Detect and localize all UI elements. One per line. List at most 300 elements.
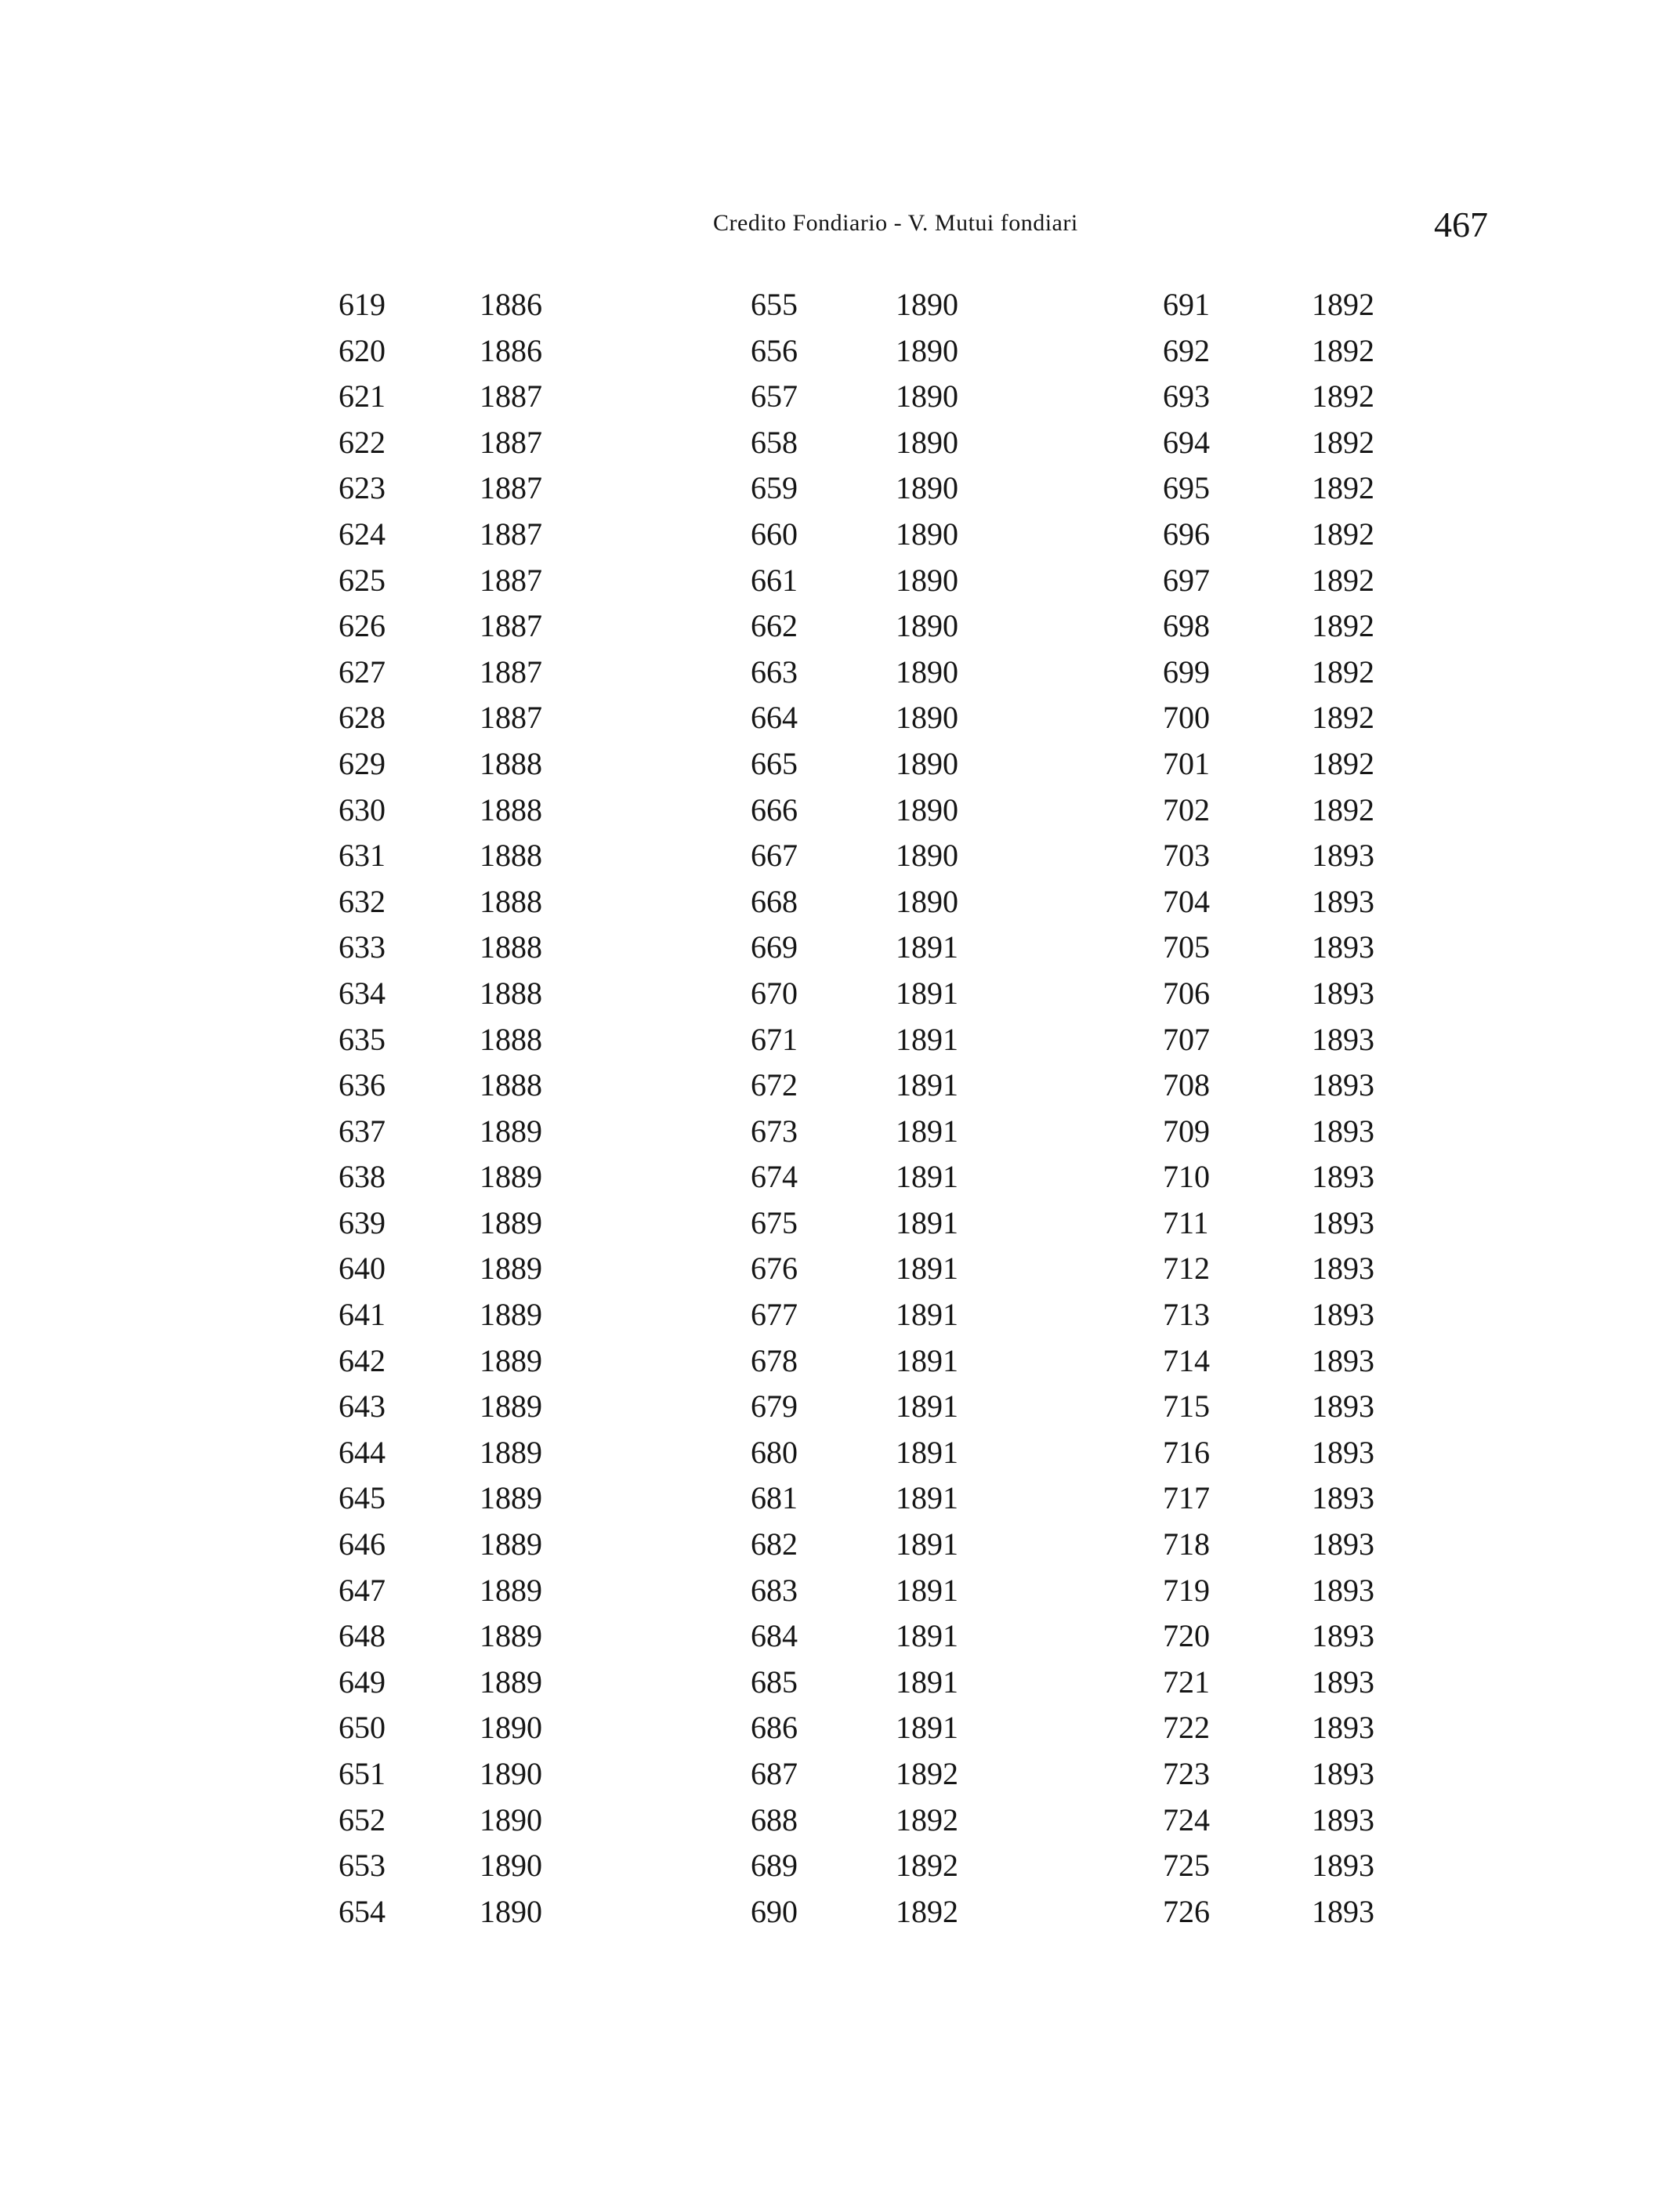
loan-year: 1890 bbox=[896, 516, 958, 552]
loan-number: 661 bbox=[751, 562, 798, 598]
table-row bbox=[1163, 1430, 1406, 1476]
loan-number: 666 bbox=[751, 791, 798, 827]
loan-number: 726 bbox=[1163, 1893, 1210, 1929]
table-row bbox=[339, 465, 574, 512]
loan-number: 703 bbox=[1163, 838, 1210, 874]
table-row bbox=[1163, 420, 1406, 466]
table-row bbox=[339, 1063, 574, 1109]
loan-number: 664 bbox=[751, 700, 798, 736]
loan-number: 622 bbox=[339, 424, 386, 460]
loan-year: 1892 bbox=[1312, 791, 1374, 827]
loan-year: 1889 bbox=[480, 1572, 542, 1608]
loan-number: 619 bbox=[339, 287, 386, 322]
loan-year: 1892 bbox=[1312, 470, 1374, 506]
loan-year: 1890 bbox=[896, 883, 958, 919]
table-row bbox=[751, 420, 990, 466]
loan-year: 1892 bbox=[1312, 608, 1374, 644]
loan-year: 1890 bbox=[480, 1893, 542, 1929]
table-row bbox=[339, 1154, 574, 1200]
table-row bbox=[751, 1475, 990, 1522]
loan-number: 711 bbox=[1163, 1204, 1209, 1240]
loan-year: 1893 bbox=[1312, 1251, 1374, 1287]
loan-year: 1888 bbox=[480, 745, 542, 781]
loan-year: 1892 bbox=[1312, 700, 1374, 736]
loan-year: 1887 bbox=[480, 424, 542, 460]
table-row bbox=[751, 741, 990, 787]
loan-number: 722 bbox=[1163, 1710, 1210, 1746]
loan-year: 1889 bbox=[480, 1434, 542, 1470]
loan-number: 625 bbox=[339, 562, 386, 598]
loan-number: 707 bbox=[1163, 1021, 1210, 1057]
table-row bbox=[1163, 328, 1406, 375]
loan-year: 1890 bbox=[480, 1848, 542, 1884]
loan-year: 1891 bbox=[896, 1618, 958, 1654]
loan-year: 1889 bbox=[480, 1664, 542, 1700]
loan-number: 653 bbox=[339, 1848, 386, 1884]
loan-number: 700 bbox=[1163, 700, 1210, 736]
loan-number: 631 bbox=[339, 838, 386, 874]
table-row bbox=[751, 787, 990, 834]
loan-number: 716 bbox=[1163, 1434, 1210, 1470]
loan-number: 623 bbox=[339, 470, 386, 506]
loan-year: 1889 bbox=[480, 1480, 542, 1516]
loan-year: 1892 bbox=[896, 1801, 958, 1837]
loan-number: 677 bbox=[751, 1297, 798, 1333]
table-row bbox=[751, 1017, 990, 1063]
table-row bbox=[1163, 558, 1406, 604]
loan-year: 1893 bbox=[1312, 1664, 1374, 1700]
loan-number: 698 bbox=[1163, 608, 1210, 644]
loan-year: 1890 bbox=[896, 838, 958, 874]
table-row bbox=[339, 879, 574, 925]
loan-number: 657 bbox=[751, 378, 798, 415]
table-row bbox=[751, 1109, 990, 1155]
loan-number: 630 bbox=[339, 791, 386, 827]
loan-year: 1893 bbox=[1312, 1893, 1374, 1929]
loan-number: 665 bbox=[751, 745, 798, 781]
table-row bbox=[339, 787, 574, 834]
loan-year: 1893 bbox=[1312, 1067, 1374, 1103]
table-row bbox=[751, 971, 990, 1017]
loan-year: 1891 bbox=[896, 1113, 958, 1149]
loan-number: 712 bbox=[1163, 1251, 1210, 1287]
table-row bbox=[751, 833, 990, 879]
loan-year: 1889 bbox=[480, 1526, 542, 1562]
table-row bbox=[339, 1705, 574, 1751]
loan-year: 1891 bbox=[896, 1067, 958, 1103]
loan-number: 640 bbox=[339, 1251, 386, 1287]
loan-year: 1893 bbox=[1312, 1480, 1374, 1516]
loan-number: 658 bbox=[751, 424, 798, 460]
table-row bbox=[339, 925, 574, 971]
loan-year: 1891 bbox=[896, 1388, 958, 1425]
table-row bbox=[339, 1613, 574, 1660]
loan-number: 710 bbox=[1163, 1159, 1210, 1195]
table-row bbox=[1163, 1017, 1406, 1063]
table-row bbox=[751, 1338, 990, 1385]
loan-number: 685 bbox=[751, 1664, 798, 1700]
loan-number: 705 bbox=[1163, 929, 1210, 965]
loan-number: 646 bbox=[339, 1526, 386, 1562]
loan-number: 628 bbox=[339, 700, 386, 736]
loan-year: 1893 bbox=[1312, 1297, 1374, 1333]
loan-number: 696 bbox=[1163, 516, 1210, 552]
loan-number: 687 bbox=[751, 1756, 798, 1791]
table-row bbox=[751, 1568, 990, 1614]
page-number: 467 bbox=[1434, 205, 1488, 244]
loan-number: 690 bbox=[751, 1893, 798, 1929]
table-row bbox=[339, 1338, 574, 1385]
loan-year: 1893 bbox=[1312, 1618, 1374, 1654]
table-row bbox=[1163, 1522, 1406, 1568]
loan-number: 683 bbox=[751, 1572, 798, 1608]
table-row bbox=[1163, 741, 1406, 787]
loan-year: 1888 bbox=[480, 1021, 542, 1057]
loan-number: 636 bbox=[339, 1067, 386, 1103]
loan-number: 659 bbox=[751, 470, 798, 506]
loan-number: 629 bbox=[339, 745, 386, 781]
table-row bbox=[751, 1154, 990, 1200]
loan-year: 1893 bbox=[1312, 1848, 1374, 1884]
loan-number: 692 bbox=[1163, 332, 1210, 368]
loan-year: 1893 bbox=[1312, 1204, 1374, 1240]
loan-number: 717 bbox=[1163, 1480, 1210, 1516]
table-row bbox=[339, 328, 574, 375]
loan-number: 643 bbox=[339, 1388, 386, 1425]
loan-number: 626 bbox=[339, 608, 386, 644]
loan-number: 656 bbox=[751, 332, 798, 368]
table-row bbox=[751, 1889, 990, 1935]
loan-number: 670 bbox=[751, 975, 798, 1011]
loan-number: 647 bbox=[339, 1572, 386, 1608]
loan-number: 721 bbox=[1163, 1664, 1210, 1700]
loan-number: 688 bbox=[751, 1801, 798, 1837]
loan-number: 672 bbox=[751, 1067, 798, 1103]
loan-year: 1890 bbox=[896, 562, 958, 598]
loan-number: 725 bbox=[1163, 1848, 1210, 1884]
loan-year: 1891 bbox=[896, 975, 958, 1011]
table-row bbox=[1163, 1751, 1406, 1798]
loan-year: 1891 bbox=[896, 1159, 958, 1195]
loan-year: 1890 bbox=[896, 791, 958, 827]
loan-number: 714 bbox=[1163, 1342, 1210, 1378]
loan-number: 651 bbox=[339, 1756, 386, 1791]
table-row bbox=[1163, 1613, 1406, 1660]
loan-number: 632 bbox=[339, 883, 386, 919]
loan-number: 686 bbox=[751, 1710, 798, 1746]
loan-year: 1891 bbox=[896, 1480, 958, 1516]
loan-year: 1886 bbox=[480, 287, 542, 322]
table-row bbox=[1163, 650, 1406, 696]
loan-year: 1891 bbox=[896, 1664, 958, 1700]
table-row bbox=[751, 1798, 990, 1844]
loan-number: 694 bbox=[1163, 424, 1210, 460]
loan-number: 620 bbox=[339, 332, 386, 368]
table-row bbox=[751, 282, 990, 328]
loan-number: 621 bbox=[339, 378, 386, 415]
loan-number: 671 bbox=[751, 1021, 798, 1057]
table-row bbox=[339, 650, 574, 696]
loan-year: 1889 bbox=[480, 1251, 542, 1287]
table-row bbox=[1163, 1475, 1406, 1522]
table-row bbox=[751, 1063, 990, 1109]
loan-number: 678 bbox=[751, 1342, 798, 1378]
loan-year: 1888 bbox=[480, 791, 542, 827]
loan-year: 1887 bbox=[480, 608, 542, 644]
table-row bbox=[1163, 1843, 1406, 1889]
loan-year: 1891 bbox=[896, 1342, 958, 1378]
loan-year: 1889 bbox=[480, 1618, 542, 1654]
loan-year: 1888 bbox=[480, 838, 542, 874]
loan-year: 1893 bbox=[1312, 1756, 1374, 1791]
loan-year: 1890 bbox=[896, 424, 958, 460]
loan-year: 1893 bbox=[1312, 1021, 1374, 1057]
table-row bbox=[751, 1522, 990, 1568]
loan-year: 1893 bbox=[1312, 975, 1374, 1011]
loan-number: 715 bbox=[1163, 1388, 1210, 1425]
table-row bbox=[339, 971, 574, 1017]
loan-number: 697 bbox=[1163, 562, 1210, 598]
loan-year: 1892 bbox=[1312, 424, 1374, 460]
table-row bbox=[1163, 603, 1406, 650]
table-row bbox=[1163, 1384, 1406, 1430]
loan-number: 702 bbox=[1163, 791, 1210, 827]
loan-number: 699 bbox=[1163, 653, 1210, 690]
table-row bbox=[751, 603, 990, 650]
table-row bbox=[339, 558, 574, 604]
table-row bbox=[1163, 879, 1406, 925]
loan-number: 682 bbox=[751, 1526, 798, 1562]
table-row bbox=[339, 741, 574, 787]
loan-year: 1893 bbox=[1312, 1113, 1374, 1149]
loan-year: 1891 bbox=[896, 1204, 958, 1240]
table-row bbox=[339, 695, 574, 741]
loan-year: 1888 bbox=[480, 929, 542, 965]
table-row bbox=[339, 420, 574, 466]
table-row bbox=[339, 1522, 574, 1568]
loan-year: 1887 bbox=[480, 700, 542, 736]
loan-year: 1888 bbox=[480, 975, 542, 1011]
loan-number: 673 bbox=[751, 1113, 798, 1149]
table-row bbox=[1163, 1889, 1406, 1935]
loan-year: 1887 bbox=[480, 562, 542, 598]
loan-number: 724 bbox=[1163, 1801, 1210, 1837]
table-row bbox=[751, 1200, 990, 1247]
table-row bbox=[339, 512, 574, 558]
loan-year: 1891 bbox=[896, 1572, 958, 1608]
table-row bbox=[751, 512, 990, 558]
loan-year: 1889 bbox=[480, 1113, 542, 1149]
table-row bbox=[339, 1430, 574, 1476]
table-row bbox=[339, 1798, 574, 1844]
loan-year: 1890 bbox=[896, 608, 958, 644]
loan-number: 663 bbox=[751, 653, 798, 690]
loan-number: 709 bbox=[1163, 1113, 1210, 1149]
loan-number: 624 bbox=[339, 516, 386, 552]
loan-year: 1892 bbox=[1312, 653, 1374, 690]
table-row bbox=[339, 1384, 574, 1430]
loan-number: 674 bbox=[751, 1159, 798, 1195]
loan-year: 1890 bbox=[480, 1710, 542, 1746]
loan-year: 1891 bbox=[896, 1297, 958, 1333]
table-row bbox=[751, 925, 990, 971]
table-row bbox=[1163, 1063, 1406, 1109]
loan-year: 1892 bbox=[896, 1848, 958, 1884]
loan-number: 693 bbox=[1163, 378, 1210, 415]
table-row bbox=[339, 1568, 574, 1614]
loan-number: 679 bbox=[751, 1388, 798, 1425]
table-row bbox=[339, 1292, 574, 1338]
loan-number: 650 bbox=[339, 1710, 386, 1746]
loan-number: 695 bbox=[1163, 470, 1210, 506]
loan-number: 669 bbox=[751, 929, 798, 965]
loan-number: 676 bbox=[751, 1251, 798, 1287]
loan-year: 1890 bbox=[896, 332, 958, 368]
table-row bbox=[339, 1751, 574, 1798]
table-row bbox=[751, 328, 990, 375]
table-row bbox=[339, 1017, 574, 1063]
loan-number: 641 bbox=[339, 1297, 386, 1333]
loan-year: 1892 bbox=[896, 1893, 958, 1929]
table-row bbox=[751, 1705, 990, 1751]
loan-year: 1887 bbox=[480, 516, 542, 552]
loan-year: 1891 bbox=[896, 929, 958, 965]
loan-number: 652 bbox=[339, 1801, 386, 1837]
table-row bbox=[751, 558, 990, 604]
table-row bbox=[751, 1246, 990, 1292]
table-row bbox=[1163, 1705, 1406, 1751]
loan-number: 684 bbox=[751, 1618, 798, 1654]
loan-number: 627 bbox=[339, 653, 386, 690]
loan-number: 706 bbox=[1163, 975, 1210, 1011]
loan-number: 689 bbox=[751, 1848, 798, 1884]
loan-number: 675 bbox=[751, 1204, 798, 1240]
table-row bbox=[1163, 512, 1406, 558]
loan-number: 662 bbox=[751, 608, 798, 644]
table-row bbox=[339, 1109, 574, 1155]
table-row bbox=[339, 282, 574, 328]
table-row bbox=[751, 1660, 990, 1706]
loan-year: 1889 bbox=[480, 1204, 542, 1240]
loan-year: 1890 bbox=[896, 653, 958, 690]
loan-year: 1890 bbox=[896, 287, 958, 322]
loan-number: 668 bbox=[751, 883, 798, 919]
loan-number: 701 bbox=[1163, 745, 1210, 781]
loan-year: 1890 bbox=[896, 700, 958, 736]
loan-number: 654 bbox=[339, 1893, 386, 1929]
loan-year: 1888 bbox=[480, 883, 542, 919]
loan-year: 1890 bbox=[896, 378, 958, 415]
loan-year: 1892 bbox=[1312, 745, 1374, 781]
loan-year: 1893 bbox=[1312, 1434, 1374, 1470]
table-row bbox=[1163, 1660, 1406, 1706]
loan-year: 1886 bbox=[480, 332, 542, 368]
loan-number: 680 bbox=[751, 1434, 798, 1470]
table-row bbox=[1163, 1292, 1406, 1338]
loan-year: 1890 bbox=[896, 470, 958, 506]
table-row bbox=[339, 1246, 574, 1292]
loan-year: 1887 bbox=[480, 653, 542, 690]
loan-number: 704 bbox=[1163, 883, 1210, 919]
table-row bbox=[751, 1751, 990, 1798]
table-row bbox=[1163, 1200, 1406, 1247]
table-row bbox=[339, 1889, 574, 1935]
loan-year: 1891 bbox=[896, 1710, 958, 1746]
loan-year: 1889 bbox=[480, 1297, 542, 1333]
table-row bbox=[1163, 374, 1406, 420]
loan-year: 1892 bbox=[896, 1756, 958, 1791]
loan-number: 638 bbox=[339, 1159, 386, 1195]
table-row bbox=[751, 1843, 990, 1889]
table-row bbox=[339, 833, 574, 879]
running-title: Credito Fondiario - V. Mutui fondiari bbox=[713, 210, 1078, 236]
loan-number: 681 bbox=[751, 1480, 798, 1516]
table-row bbox=[339, 1843, 574, 1889]
loan-year: 1890 bbox=[480, 1801, 542, 1837]
table-row bbox=[1163, 833, 1406, 879]
loan-number: 639 bbox=[339, 1204, 386, 1240]
loan-number: 720 bbox=[1163, 1618, 1210, 1654]
loan-year: 1889 bbox=[480, 1342, 542, 1378]
loan-year: 1889 bbox=[480, 1159, 542, 1195]
loan-year: 1889 bbox=[480, 1388, 542, 1425]
loan-year: 1893 bbox=[1312, 1801, 1374, 1837]
loan-year: 1887 bbox=[480, 378, 542, 415]
loan-year: 1887 bbox=[480, 470, 542, 506]
table-row bbox=[1163, 1568, 1406, 1614]
loan-number: 718 bbox=[1163, 1526, 1210, 1562]
table-row bbox=[751, 695, 990, 741]
table-row bbox=[1163, 465, 1406, 512]
table-row bbox=[339, 1475, 574, 1522]
table-row bbox=[751, 879, 990, 925]
loan-year: 1890 bbox=[896, 745, 958, 781]
loan-year: 1892 bbox=[1312, 562, 1374, 598]
loan-year: 1893 bbox=[1312, 1572, 1374, 1608]
table-row bbox=[751, 374, 990, 420]
table-row bbox=[751, 1613, 990, 1660]
table-row bbox=[1163, 971, 1406, 1017]
loan-number: 635 bbox=[339, 1021, 386, 1057]
loan-year: 1891 bbox=[896, 1434, 958, 1470]
table-row bbox=[751, 1430, 990, 1476]
loan-number: 667 bbox=[751, 838, 798, 874]
loan-number: 633 bbox=[339, 929, 386, 965]
loan-year: 1891 bbox=[896, 1251, 958, 1287]
table-row bbox=[1163, 1338, 1406, 1385]
loan-year: 1892 bbox=[1312, 332, 1374, 368]
loan-number: 642 bbox=[339, 1342, 386, 1378]
table-row bbox=[1163, 925, 1406, 971]
loan-number: 723 bbox=[1163, 1756, 1210, 1791]
loan-year: 1893 bbox=[1312, 838, 1374, 874]
table-column-2 bbox=[751, 282, 990, 1935]
table-row bbox=[339, 374, 574, 420]
loan-number: 655 bbox=[751, 287, 798, 322]
loan-year: 1893 bbox=[1312, 1710, 1374, 1746]
table-row bbox=[751, 1292, 990, 1338]
loan-year: 1893 bbox=[1312, 1388, 1374, 1425]
table-row bbox=[339, 603, 574, 650]
loan-year: 1893 bbox=[1312, 1159, 1374, 1195]
loan-year: 1891 bbox=[896, 1526, 958, 1562]
loan-year: 1892 bbox=[1312, 287, 1374, 322]
loan-year: 1890 bbox=[480, 1756, 542, 1791]
table-row bbox=[1163, 787, 1406, 834]
loan-number: 691 bbox=[1163, 287, 1210, 322]
loan-number: 713 bbox=[1163, 1297, 1210, 1333]
loan-year: 1891 bbox=[896, 1021, 958, 1057]
